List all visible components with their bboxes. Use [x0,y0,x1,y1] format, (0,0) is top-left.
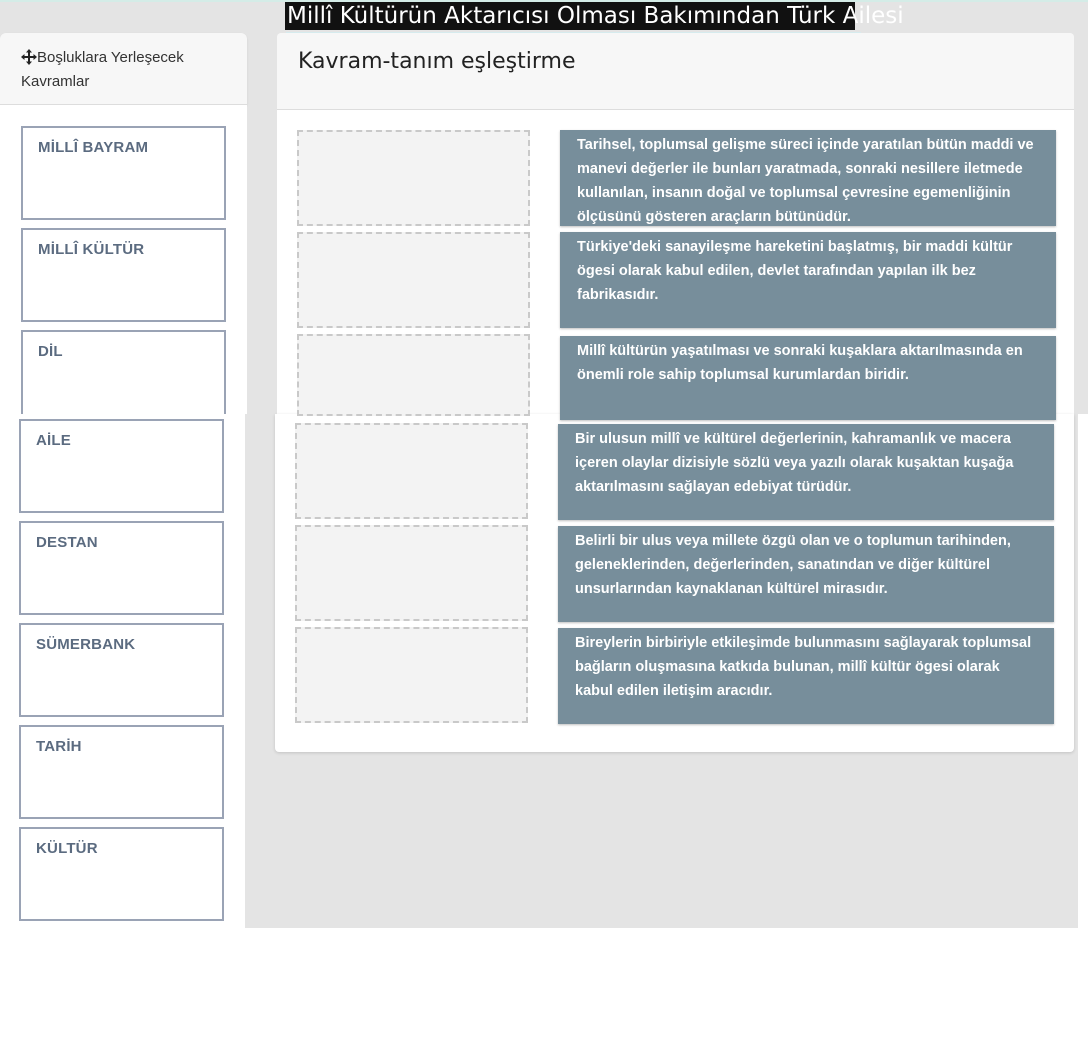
drop-zone-6[interactable] [295,627,528,723]
term-card-aile[interactable] [19,419,224,513]
panel-title: Kavram-tanım eşleştirme [298,49,576,74]
term-label: AİLE [36,432,71,449]
term-card-dil[interactable] [21,330,226,414]
term-label: DESTAN [36,534,98,551]
term-label: SÜMERBANK [36,636,136,653]
panel-header [277,33,1074,110]
term-label: MİLLÎ KÜLTÜR [38,241,145,258]
definition-card-2: Türkiye'deki sanayileşme hareketini başlatmış, bir maddi kültür ögesi olarak kabul edilen, devlet tarafından yapılan ilk bez fabrikasıdır. [560,232,1056,328]
definition-card-1: Tarihsel, toplumsal gelişme süreci içinde yaratılan bütün maddi ve manevi değerler ile bunları yaratmada, sonraki nesillere iletmede kullanılan, insanın doğal ve toplumsal çevresine egemenliğinin ölçüsünü gösteren araçların bütünüdür. [560,130,1056,226]
definition-card-5: Belirli bir ulus veya millete özgü olan ve o toplumun tarihinden, geleneklerinden, değerlerinden, sanatından ve diğer kültürel unsurlarından kaynaklanan kültürel mirasıdır. [558,526,1054,622]
drop-zone-1[interactable] [297,130,530,226]
term-card-milli-kultur[interactable] [21,228,226,322]
term-card-sumerbank[interactable] [19,623,224,717]
term-card-kultur[interactable] [19,827,224,921]
term-label: TARİH [36,738,82,755]
term-card-milli-bayram[interactable] [21,126,226,220]
term-label: KÜLTÜR [36,840,98,857]
term-label: DİL [38,343,63,360]
sidebar-header [0,33,247,105]
drop-zone-5[interactable] [295,525,528,621]
drop-zone-3[interactable] [297,334,530,416]
definition-card-4: Bir ulusun millî ve kültürel değerlerinin, kahramanlık ve macera içeren olaylar dizisiyle sözlü veya yazılı olarak kuşaktan kuşağa aktarılmasını sağlayan edebiyat türüdür. [558,424,1054,520]
page-title: Millî Kültürün Aktarıcısı Olması Bakımından Türk Ailesi [287,3,904,29]
definition-card-6: Bireylerin birbiriyle etkileşimde bulunmasını sağlayarak toplumsal bağların oluşmasına katkıda bulunan, millî kültür ögesi olarak kabul edilen iletişim aracıdır. [558,628,1054,724]
definition-card-3: Millî kültürün yaşatılması ve sonraki kuşaklara aktarılmasında en önemli role sahip toplumsal kurumlardan biridir. [560,336,1056,420]
sidebar-heading: Boşluklara Yerleşecek Kavramlar [21,49,184,90]
drop-zone-4[interactable] [295,423,528,519]
term-card-tarih[interactable] [19,725,224,819]
term-label: MİLLÎ BAYRAM [38,139,149,156]
term-card-destan[interactable] [19,521,224,615]
drop-zone-2[interactable] [297,232,530,328]
